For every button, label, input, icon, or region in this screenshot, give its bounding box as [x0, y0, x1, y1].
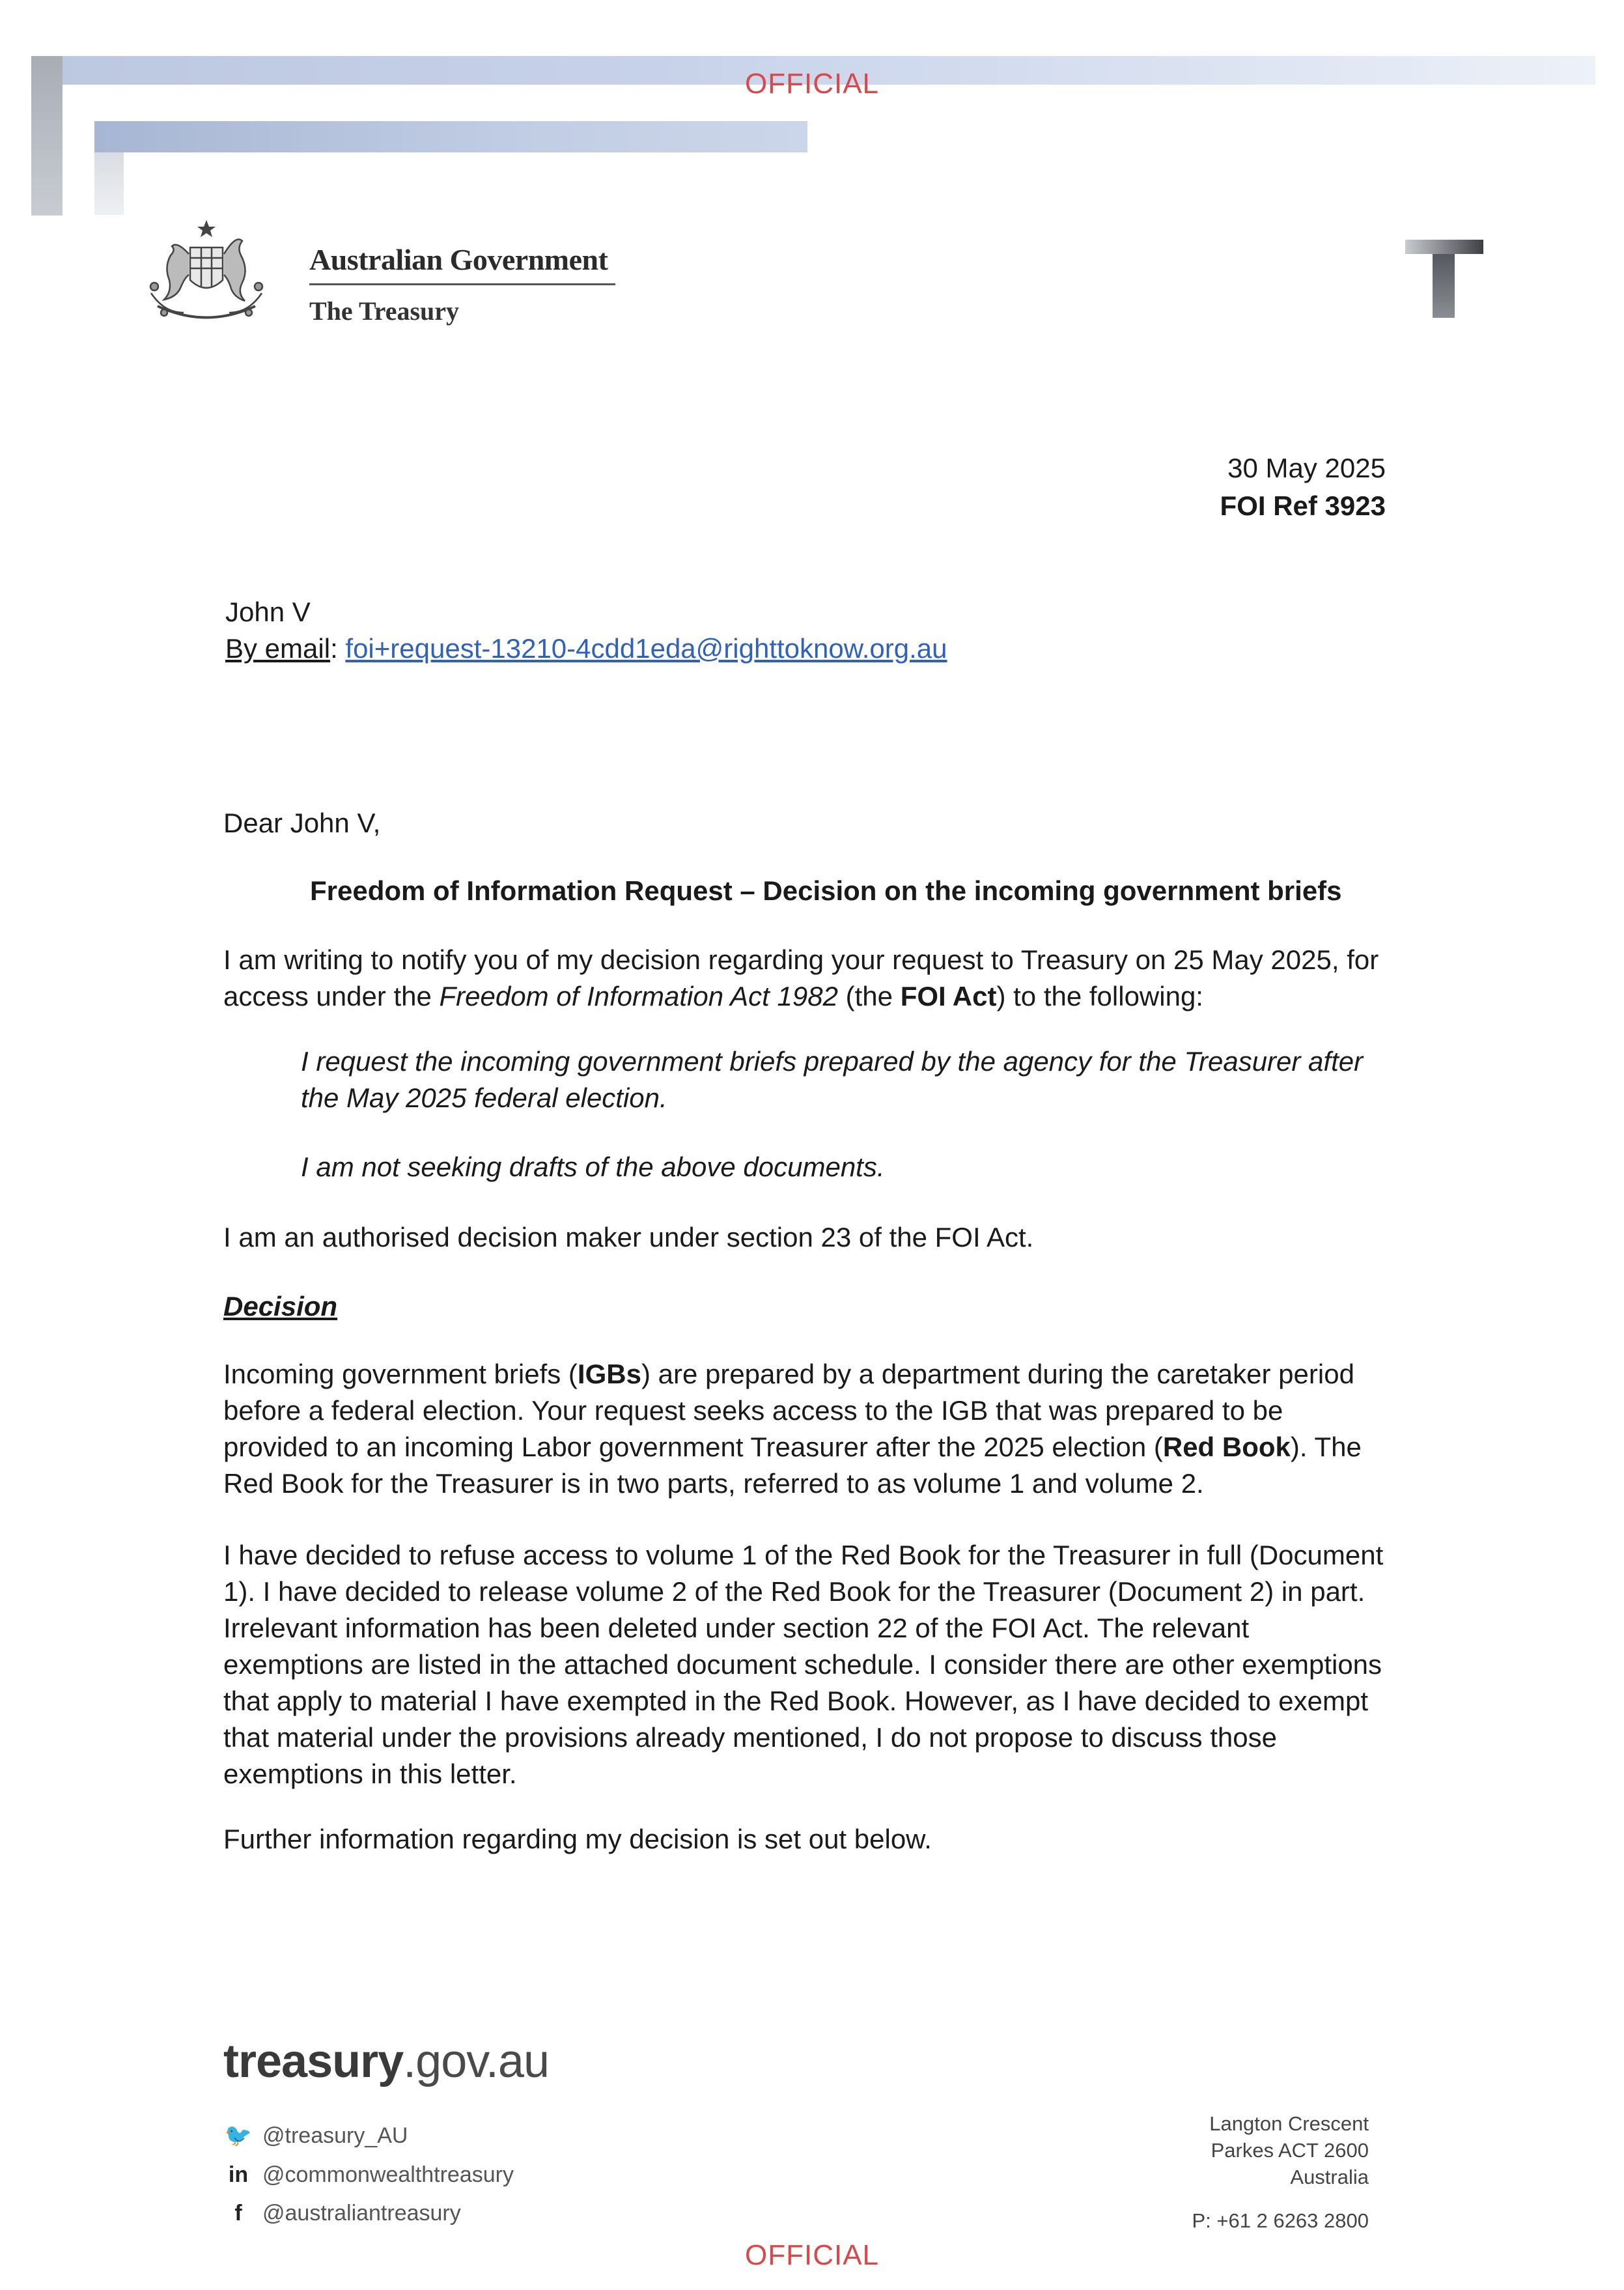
address-line-1: Langton Crescent [1209, 2112, 1369, 2135]
para1-text-2: (the [837, 981, 901, 1011]
letterhead [309, 242, 615, 326]
foi-reference: FOI Ref 3923 [1220, 490, 1386, 521]
request-quote-2: I am not seeking drafts of the above documents. [301, 1152, 885, 1182]
address-line-3: Australia [1290, 2166, 1369, 2188]
recipient-name: John V [225, 597, 311, 627]
address-line-2: Parkes ACT 2600 [1211, 2139, 1369, 2162]
paragraph-intro [223, 942, 1395, 1015]
classification-bottom: OFFICIAL [744, 2239, 880, 2271]
facebook-handle: @australiantreasury [262, 2201, 461, 2226]
recipient-block [225, 594, 947, 667]
email-separator: : [330, 633, 346, 664]
linkedin-icon: in [228, 2162, 249, 2187]
agency-government: Australian Government [309, 242, 615, 285]
recipient-email-line [225, 630, 947, 667]
twitter-handle: @treasury_AU [262, 2123, 408, 2148]
act-short-name: FOI Act [900, 981, 997, 1011]
header-inner-tick [94, 152, 124, 215]
salutation: Dear John V, [223, 808, 381, 838]
para1-text-3: ) to the following: [996, 981, 1203, 1011]
igbs-term: IGBs [577, 1359, 641, 1389]
para3-text-3: ). The Red Book for the Treasurer is in two parts, referred to as volume 1 and volume 2. [223, 1432, 1362, 1499]
treasury-t-logo-icon [1405, 240, 1483, 318]
paragraph-authority: I am an authorised decision maker under section 23 of the FOI Act. [223, 1222, 1034, 1252]
para3-text-2: ) are prepared by a department during the caretaker period before a federal election. Your request seeks access to the IGB that was prepared to be provided to an incoming Labor government Treasurer after the 2025 election ( [223, 1359, 1354, 1462]
site-bold: treasury [223, 2035, 404, 2087]
paragraph-further-info: Further information regarding my decision is set out below. [223, 1824, 932, 1854]
social-twitter [223, 2121, 408, 2151]
decision-heading: Decision [223, 1291, 338, 1322]
header-inner-bar [94, 121, 807, 152]
social-linkedin [223, 2160, 514, 2190]
footer-address [1209, 2110, 1369, 2190]
subject-heading: Freedom of Information Request – Decision on the incoming government briefs [310, 875, 1342, 906]
facebook-icon: f [234, 2201, 242, 2226]
paragraph-decision: I have decided to refuse access to volume 1 of the Red Book for the Treasurer in full (Document 1). I have decided to release volume 2 of the Red Book for the Treasurer (Document 2) in part. Irrelevant information has been deleted under section 22 of the FOI Act. The relevant exemptions are listed in the attached document schedule. I consider there are other exemptions that apply to material I have exempted in the Red Book. However, as I have decided to exempt that material under the provisions already mentioned, I do not propose to discuss those exemptions in this letter. [223, 1540, 1384, 1789]
footer-website [223, 2035, 549, 2088]
agency-department: The Treasury [309, 296, 460, 326]
linkedin-handle: @commonwealthtreasury [262, 2162, 514, 2187]
para1-text: I am writing to notify you of my decision regarding your request to Treasury on 25 May 2025, for access under the [223, 944, 1379, 1011]
twitter-icon: 🐦 [224, 2123, 253, 2148]
act-title: Freedom of Information Act 1982 [439, 981, 838, 1011]
coat-of-arms-icon [138, 215, 275, 332]
site-rest: .gov.au [403, 2035, 550, 2087]
classification-top: OFFICIAL [744, 68, 880, 100]
request-quote-1: I request the incoming government briefs prepared by the agency for the Treasurer after the May 2025 federal election. [301, 1046, 1364, 1113]
letter-date: 30 May 2025 [1227, 453, 1386, 483]
footer-phone: P: +61 2 6263 2800 [1192, 2209, 1369, 2232]
red-book-term: Red Book [1162, 1432, 1291, 1462]
date-block [1220, 449, 1386, 525]
social-facebook [223, 2198, 461, 2228]
para3-text: Incoming government briefs ( [223, 1359, 578, 1389]
recipient-email-link[interactable]: foi+request-13210-4cdd1eda@righttoknow.org.au [345, 633, 947, 664]
email-label: By email [225, 633, 331, 664]
paragraph-igbs [223, 1356, 1395, 1502]
